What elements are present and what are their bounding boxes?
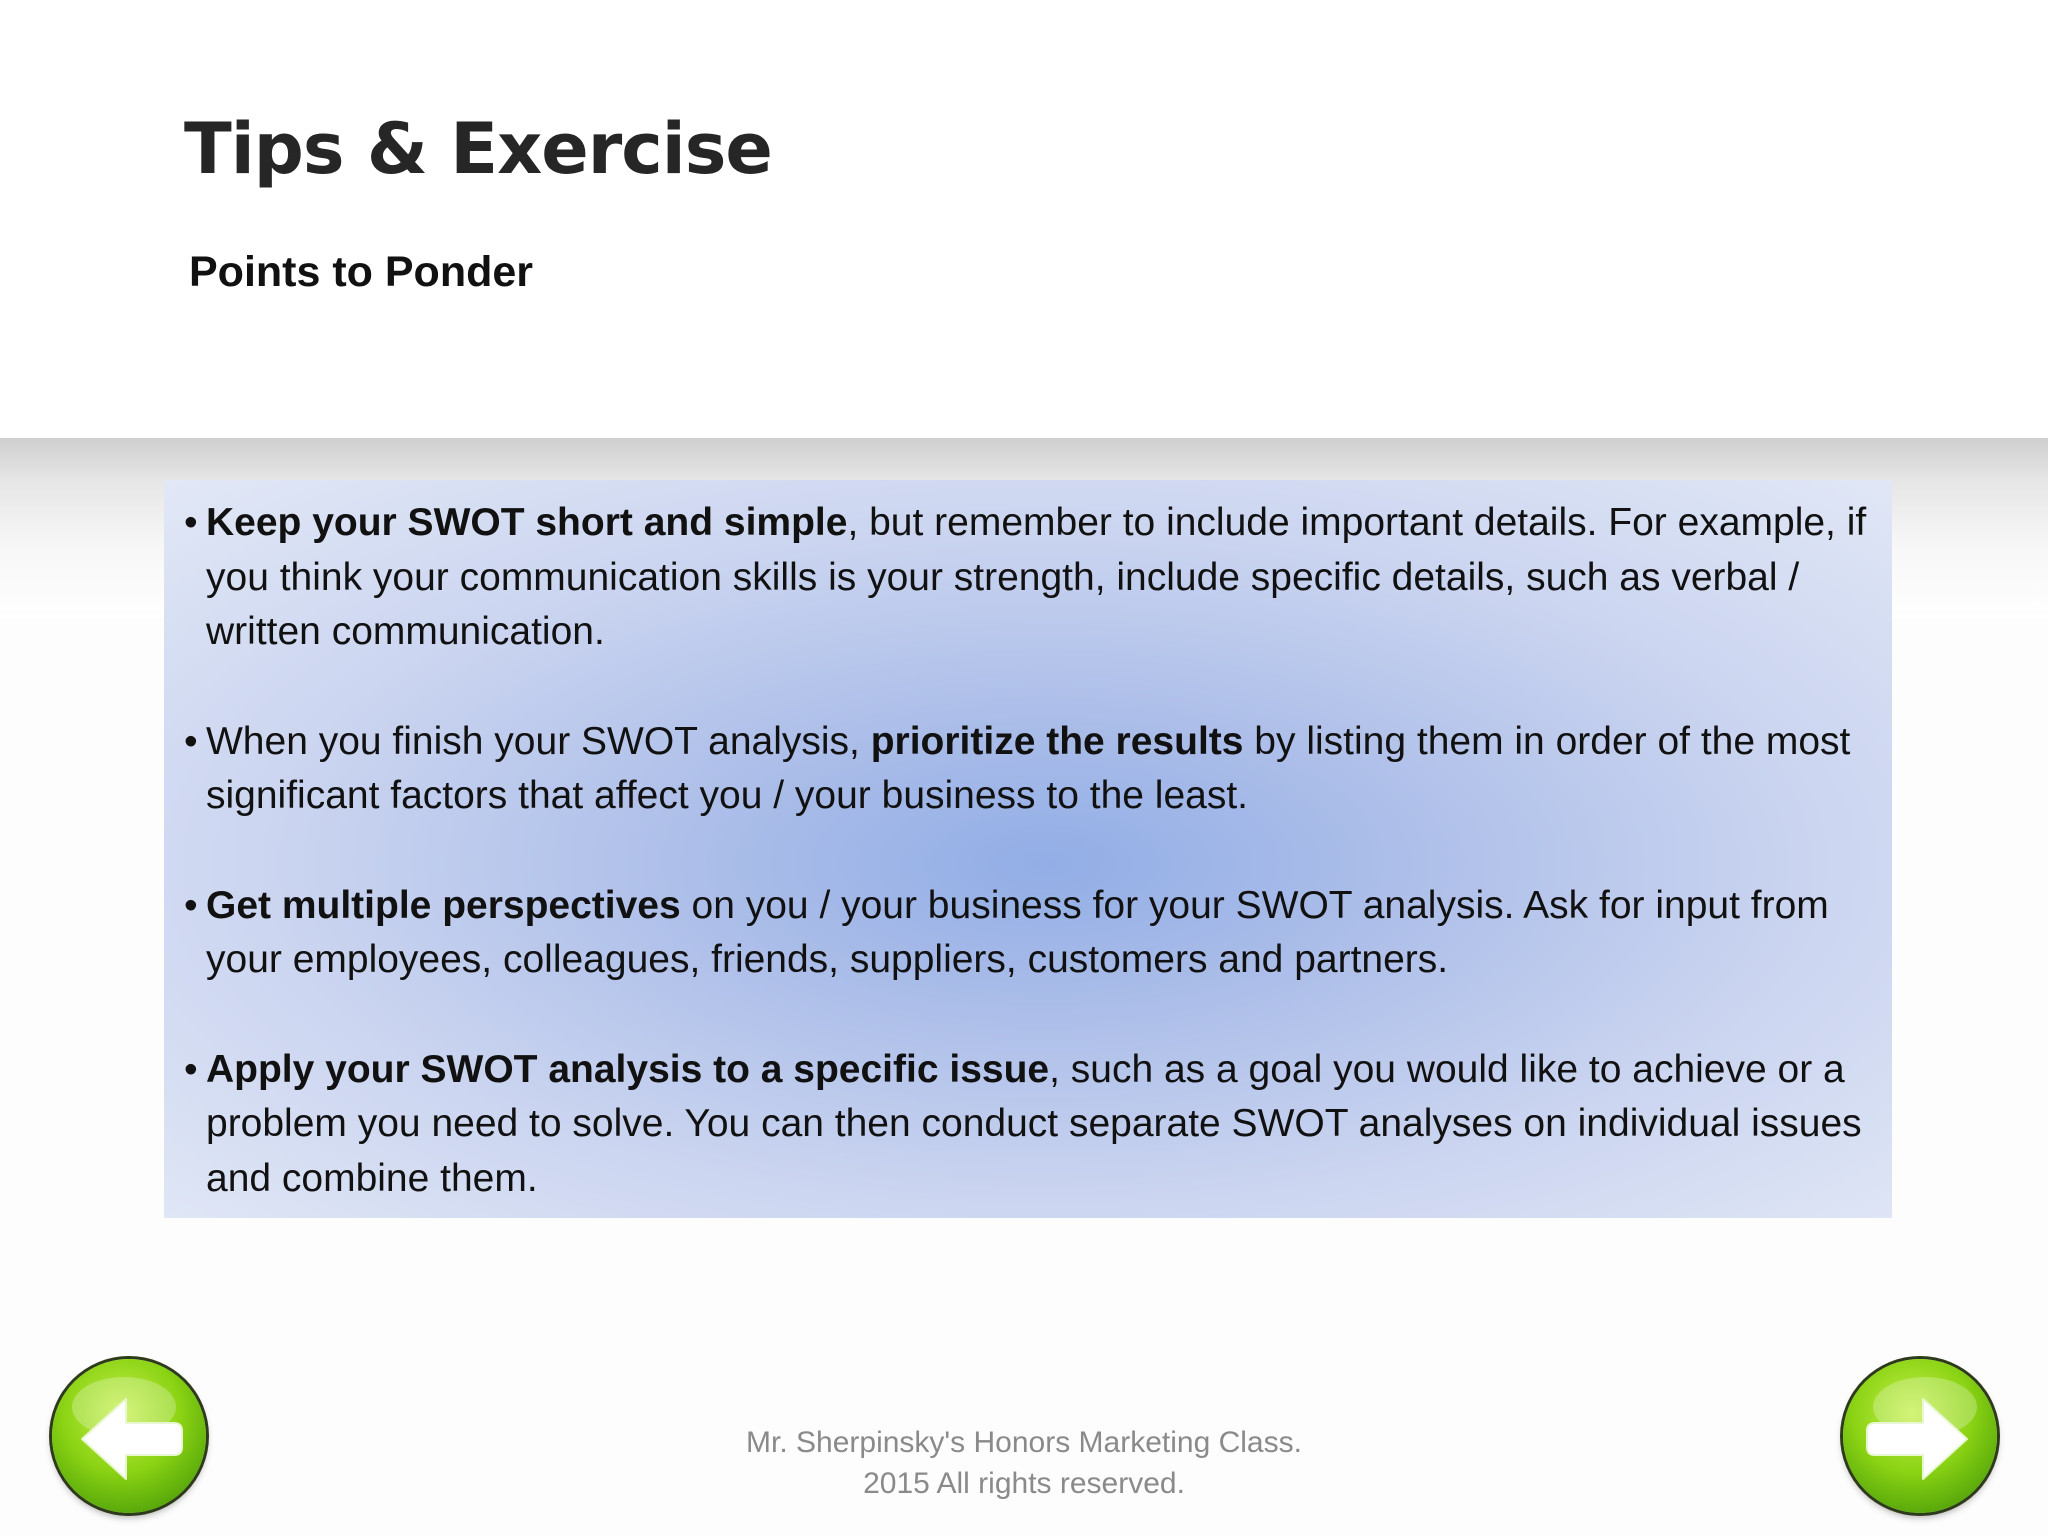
bullet-dot: • (184, 1047, 198, 1091)
bullet-text: , but remember to include important details. For example, if you think your communication skills is your strength, include specific details, such as verbal / written communication. (206, 501, 1867, 653)
bullet-bold-text: Get multiple perspectives (206, 883, 681, 927)
bullet-dot: • (184, 501, 198, 544)
slide-subtitle: Points to Ponder (189, 248, 533, 296)
bullet-text: by listing them in order of the most significant factors that affect you / your business to the least. (206, 719, 1851, 817)
bullet-keep-short (184, 496, 1872, 660)
bullet-text: , such as a goal you would like to achieve or a problem you need to solve. You can then conduct separate SWOT analyses on individual issues and combine them. (206, 1047, 1862, 1200)
bullet-prioritize (184, 715, 1872, 824)
footer-line-2: 2015 All rights reserved. (863, 1467, 1185, 1500)
header-band (0, 0, 2048, 438)
bullet-dot: • (184, 883, 198, 927)
slide-title: Tips & Exercise (184, 108, 772, 190)
bullet-bold-text: prioritize the results (870, 719, 1244, 763)
bullet-bold-text: Keep your SWOT short and simple (206, 501, 848, 544)
bullet-specific-issue (184, 1043, 1872, 1207)
bullet-dot: • (184, 719, 198, 763)
tips-content-box (164, 480, 1892, 1218)
bullet-perspectives (184, 879, 1872, 988)
bullet-text: When you finish your SWOT analysis, (206, 719, 871, 763)
bullet-bold-text: Apply your SWOT analysis to a specific issue (206, 1047, 1050, 1091)
bullet-text: on you / your business for your SWOT analysis. Ask for input from your employees, colleagues, friends, suppliers, customers and partners. (206, 883, 1829, 981)
footer-line-1: Mr. Sherpinsky's Honors Marketing Class. (746, 1426, 1302, 1459)
